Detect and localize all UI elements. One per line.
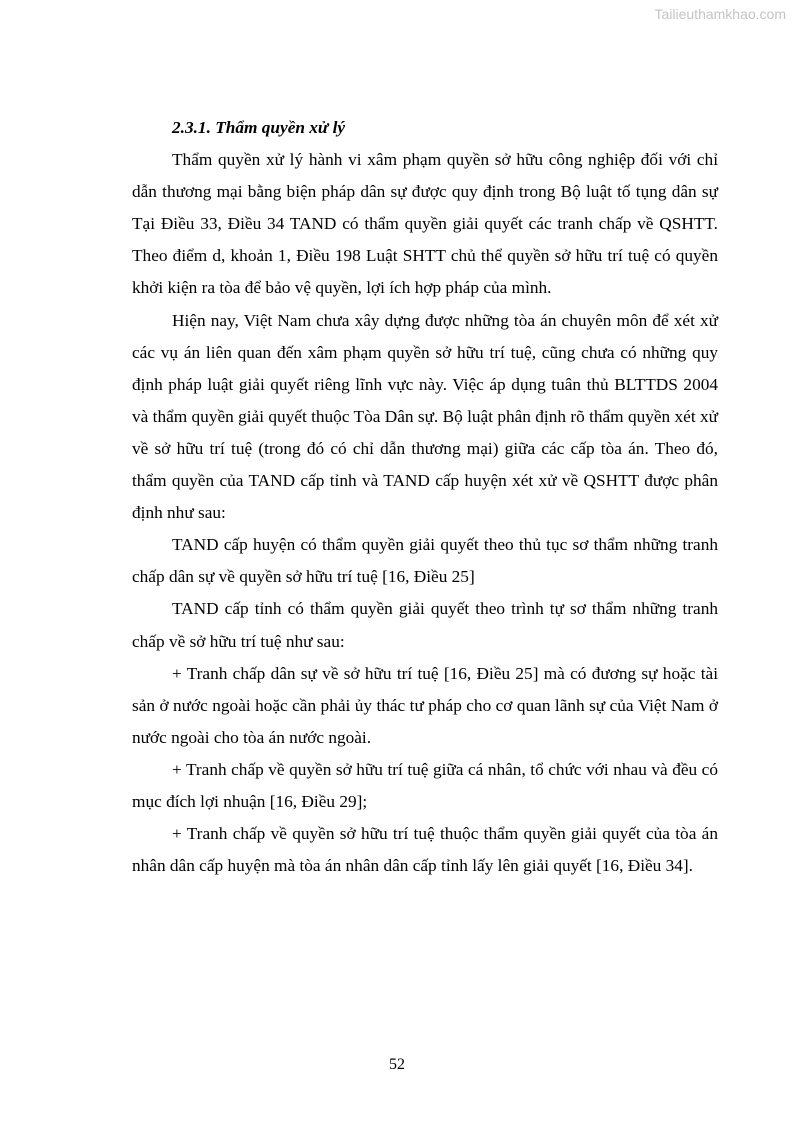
paragraph: TAND cấp tỉnh có thẩm quyền giải quyết theo trình tự sơ thẩm những tranh chấp về sở hữu trí tuệ như sau:	[132, 599, 718, 651]
paragraph: + Tranh chấp về quyền sở hữu trí tuệ thuộc thẩm quyền giải quyết của tòa án nhân dân cấp huyện mà tòa án nhân dân cấp tỉnh lấy lên giải quyết [16, Điều 34].	[132, 824, 718, 876]
watermark: Tailieuthamkhao.com	[654, 6, 786, 22]
paragraph: Thẩm quyền xử lý hành vi xâm phạm quyền sở hữu công nghiệp đối với chỉ dẫn thương mại bằng biện pháp dân sự được quy định trong Bộ luật tố tụng dân sự Tại Điều 33, Điều 34 TAND có thẩm quyền giải quyết các tranh chấp về QSHTT. Theo điểm d, khoản 1, Điều 198 Luật SHTT chủ thể quyền sở hữu trí tuệ có quyền khởi kiện ra tòa để bảo vệ quyền, lợi ích hợp pháp của mình.	[132, 150, 718, 298]
paragraph: Hiện nay, Việt Nam chưa xây dựng được những tòa án chuyên môn để xét xử các vụ án liên quan đến xâm phạm quyền sở hữu trí tuệ, cũng chưa có những quy định pháp luật giải quyết riêng lĩnh vực này. Việc áp dụng tuân thủ BLTTDS 2004 và thẩm quyền giải quyết thuộc Tòa Dân sự. Bộ luật phân định rõ thẩm quyền xét xử về sở hữu trí tuệ (trong đó có chỉ dẫn thương mại) giữa các cấp tòa án. Theo đó, thẩm quyền của TAND cấp tỉnh và TAND cấp huyện xét xử về QSHTT được phân định như sau:	[132, 310, 718, 523]
paragraph: + Tranh chấp dân sự về sở hữu trí tuệ [16, Điều 25] mà có đương sự hoặc tài sản ở nước ngoài hoặc cần phải ủy thác tư pháp cho cơ quan lãnh sự của Việt Nam ở nước ngoài cho tòa án nước ngoài.	[132, 663, 718, 747]
page-number: 52	[389, 1056, 405, 1073]
paragraph: TAND cấp huyện có thẩm quyền giải quyết theo thủ tục sơ thẩm những tranh chấp dân sự về quyền sở hữu trí tuệ [16, Điều 25]	[132, 535, 718, 587]
page-content	[132, 112, 718, 882]
paragraph: + Tranh chấp về quyền sở hữu trí tuệ giữa cá nhân, tổ chức với nhau và đều có mục đích lợi nhuận [16, Điều 29];	[132, 759, 718, 811]
section-heading: 2.3.1. Thẩm quyền xử lý	[172, 118, 346, 137]
